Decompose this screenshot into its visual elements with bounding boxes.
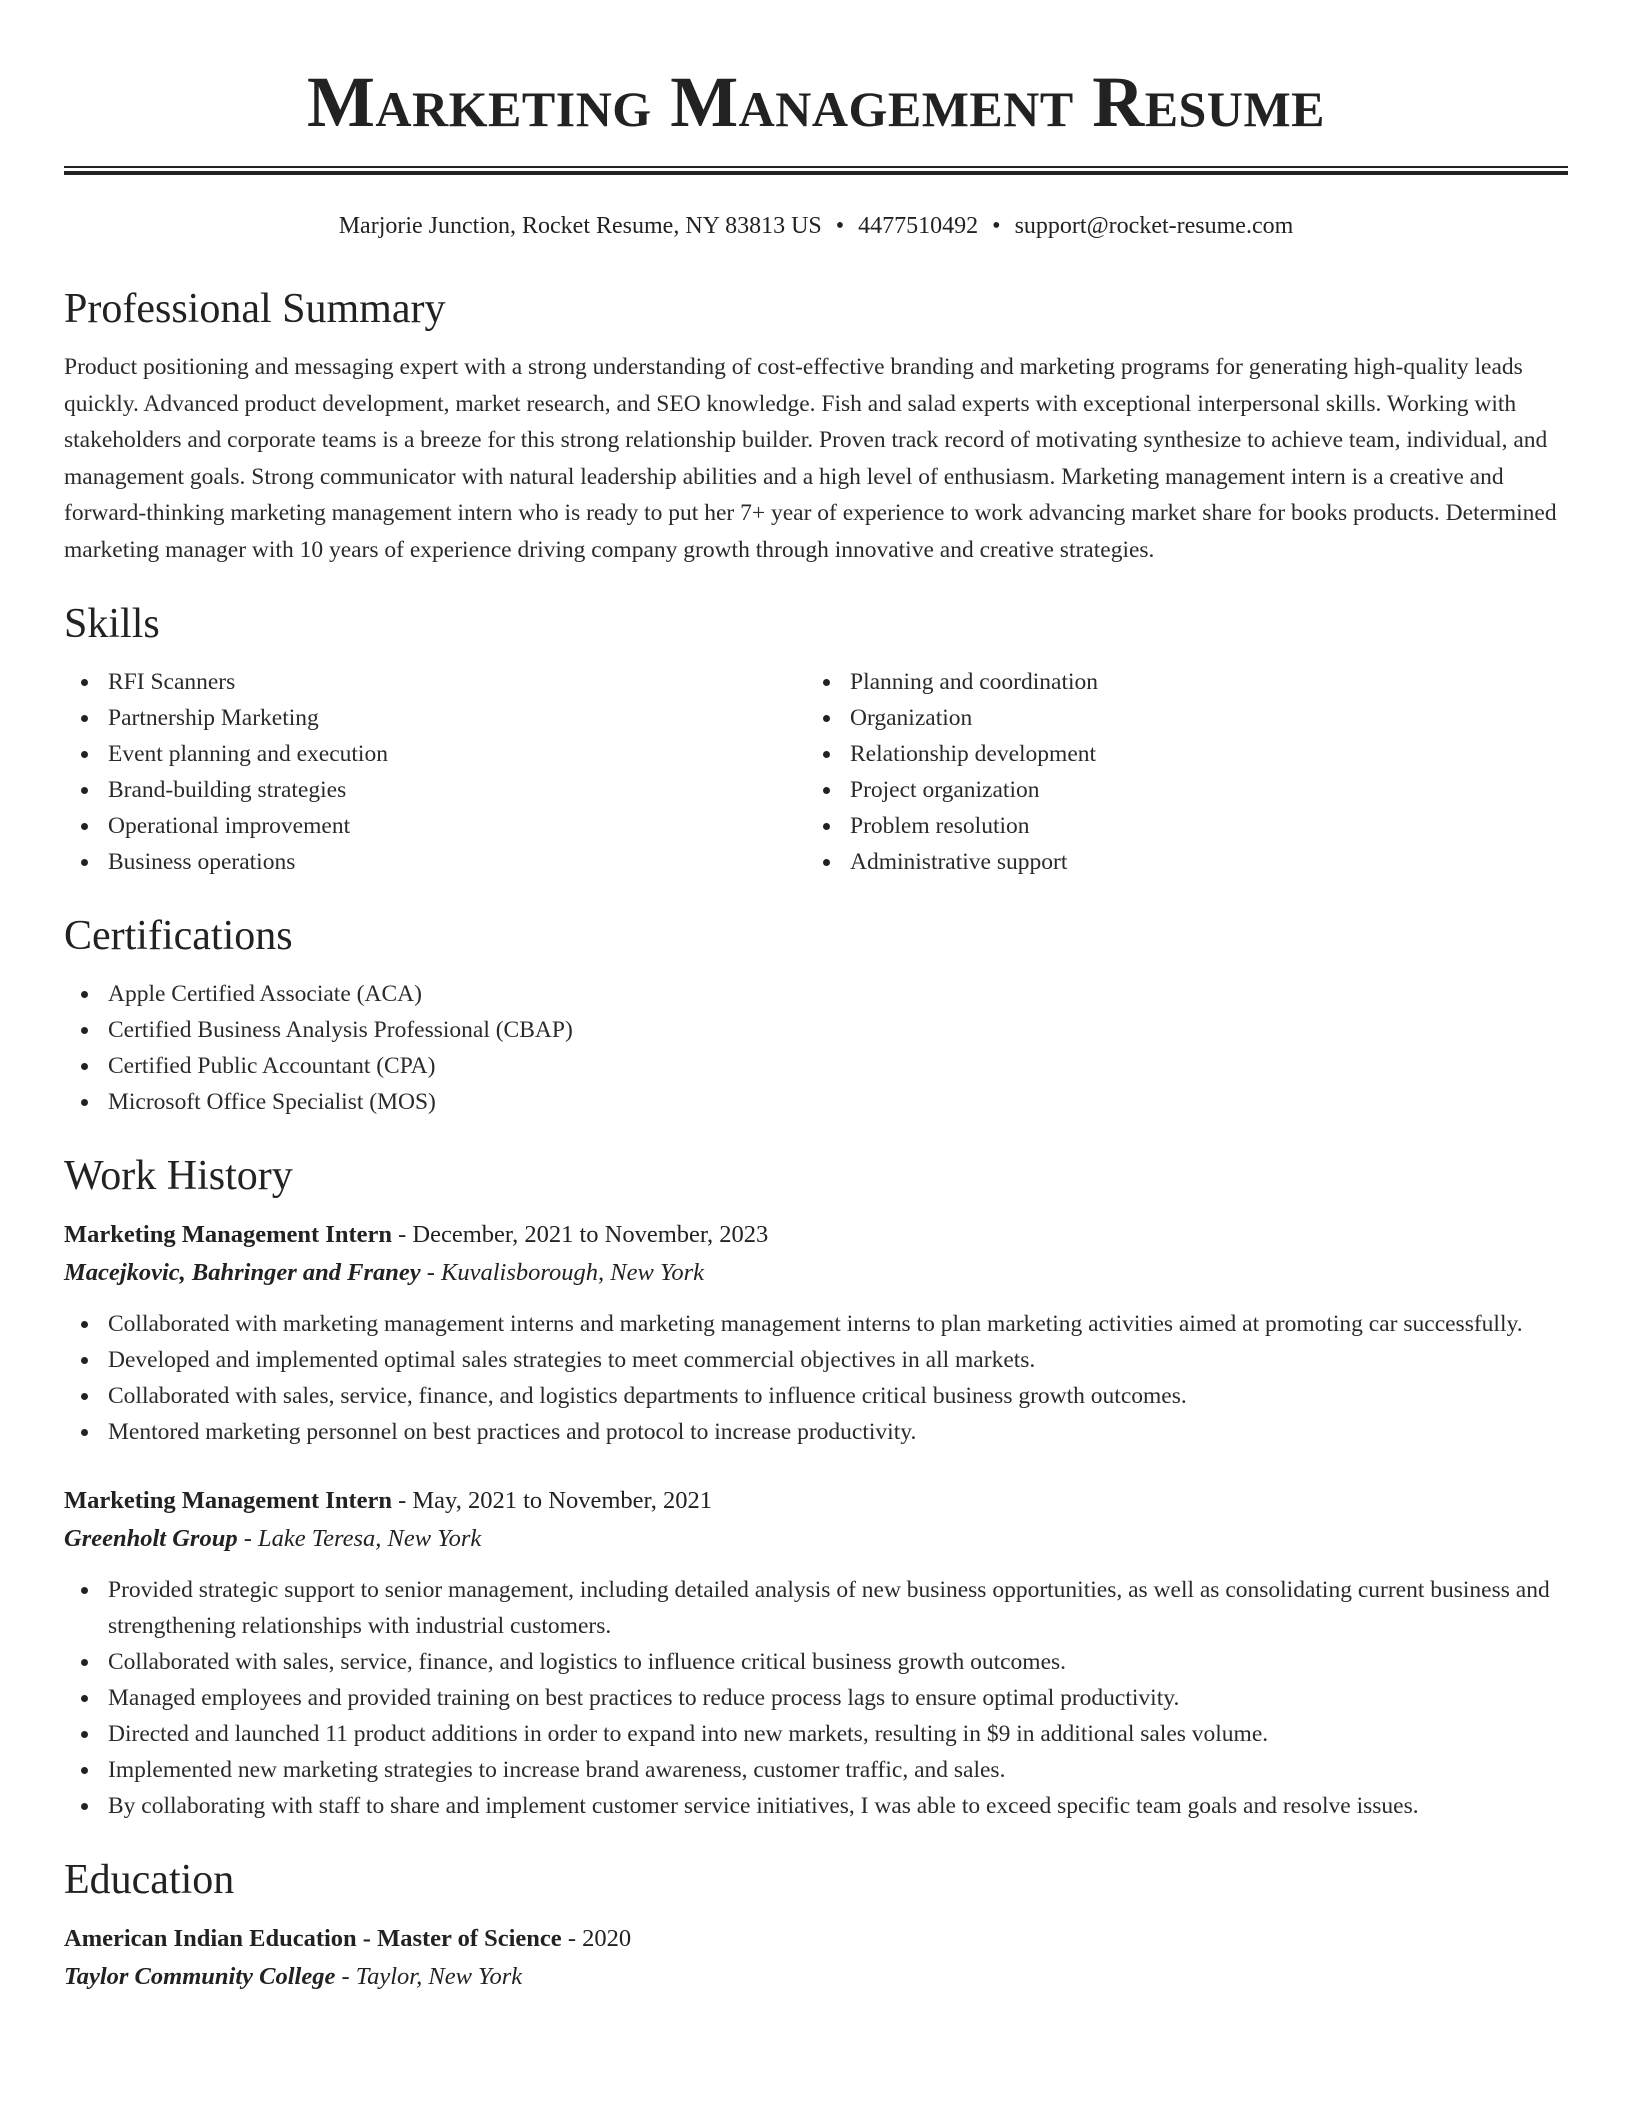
- bullet-icon: [81, 1731, 88, 1738]
- contact-address: Marjorie Junction, Rocket Resume, NY 83813 US: [338, 213, 822, 239]
- certification-label: Certified Public Accountant (CPA): [108, 1053, 436, 1079]
- certification-item: [64, 1012, 1568, 1048]
- job-duty: [64, 1572, 1568, 1644]
- bullet-icon: [81, 1393, 88, 1400]
- job-duty-text: Managed employees and provided training on best practices to reduce process lags to ensure optimal productivity.: [108, 1685, 1180, 1711]
- skill-item: [64, 664, 806, 700]
- skill-label: Partnership Marketing: [108, 705, 319, 731]
- skill-item: [64, 772, 806, 808]
- bullet-icon: [823, 787, 830, 794]
- skill-label: Operational improvement: [108, 813, 351, 839]
- skills-list-left: [64, 664, 806, 880]
- certification-item: [64, 1084, 1568, 1120]
- contact-separator: •: [992, 213, 1001, 239]
- certification-item: [64, 1048, 1568, 1084]
- job-duty: [64, 1414, 1568, 1450]
- job-duty: [64, 1752, 1568, 1788]
- page-title: Marketing Management Resume: [306, 62, 1326, 142]
- certification-item: [64, 976, 1568, 1012]
- job-duty: [64, 1680, 1568, 1716]
- bullet-icon: [81, 751, 88, 758]
- job-duties-list: [64, 1306, 1568, 1450]
- bullet-icon: [823, 859, 830, 866]
- skills-list-right: [806, 664, 1548, 880]
- skill-item: [806, 772, 1548, 808]
- skill-item: [806, 808, 1548, 844]
- skill-label: Brand-building strategies: [108, 777, 347, 803]
- job-duty-text: Provided strategic support to senior management, including detailed analysis of new business opportunities, as well as consolidating current business and strengthening relationships with industrial customers.: [108, 1577, 1550, 1639]
- work-history-section: [64, 1150, 1568, 1824]
- job-entry: [64, 1482, 1568, 1824]
- skill-label: Organization: [850, 705, 973, 731]
- employer-line: [64, 1254, 1568, 1292]
- skill-item: [64, 808, 806, 844]
- school-location: - Taylor, New York: [335, 1963, 523, 1990]
- contact-separator: •: [835, 213, 845, 239]
- job-duty: [64, 1788, 1568, 1824]
- skills-column-left: [64, 664, 806, 880]
- bullet-icon: [81, 991, 88, 998]
- skill-item: [806, 736, 1548, 772]
- bullet-icon: [81, 1587, 88, 1594]
- skill-label: Problem resolution: [850, 813, 1030, 839]
- bullet-icon: [81, 1803, 88, 1810]
- education-entry: [64, 1920, 1568, 1996]
- degree-line: [64, 1920, 1568, 1958]
- bullet-icon: [81, 859, 88, 866]
- skills-heading: Skills: [64, 601, 160, 647]
- education-heading: Education: [64, 1857, 235, 1903]
- skill-label: Event planning and execution: [108, 741, 388, 767]
- skill-item: [64, 700, 806, 736]
- employer-line: [64, 1520, 1568, 1558]
- skills-grid: [64, 664, 1568, 880]
- school-name: Taylor Community College: [64, 1963, 336, 1990]
- skill-item: [806, 844, 1548, 880]
- contact-phone: 4477510492: [858, 213, 979, 239]
- degree-name: American Indian Education - Master of Science: [64, 1925, 562, 1952]
- skill-label: Project organization: [850, 777, 1040, 803]
- skill-item: [64, 736, 806, 772]
- job-duty: [64, 1378, 1568, 1414]
- skill-label: Relationship development: [850, 741, 1097, 767]
- job-title-line: [64, 1482, 1568, 1520]
- bullet-icon: [81, 1767, 88, 1774]
- skills-section: [64, 598, 1568, 880]
- skill-item: [806, 664, 1548, 700]
- job-dates: - December, 2021 to November, 2023: [391, 1221, 769, 1248]
- employer-name: Greenholt Group: [64, 1525, 238, 1552]
- bullet-icon: [81, 679, 88, 686]
- bullet-icon: [81, 1027, 88, 1034]
- certifications-list: [64, 976, 1568, 1120]
- bullet-icon: [81, 823, 88, 830]
- certifications-section: [64, 910, 1568, 1120]
- job-duty: [64, 1306, 1568, 1342]
- summary-heading: Professional Summary: [64, 286, 446, 332]
- job-duty: [64, 1342, 1568, 1378]
- employer-location: - Kuvalisborough, New York: [420, 1259, 704, 1286]
- skill-item: [64, 844, 806, 880]
- bullet-icon: [823, 823, 830, 830]
- job-duties-list: [64, 1572, 1568, 1824]
- job-duty-text: Mentored marketing personnel on best practices and protocol to increase productivity.: [108, 1419, 917, 1445]
- bullet-icon: [81, 1659, 88, 1666]
- skills-column-right: [806, 664, 1548, 880]
- job-duty-text: Directed and launched 11 product additions in order to expand into new markets, resulting in $9 in additional sales volume.: [108, 1721, 1269, 1747]
- summary-text: Product positioning and messaging expert with a strong understanding of cost-effective branding and marketing programs for generating high-quality leads quickly. Advanced product development, market research, and SEO knowledge. Fish and salad experts with exceptional interpersonal skills. Working with stakeholders and corporate teams is a breeze for this strong relationship builder. Proven track record of motivating synthesize to achieve team, individual, and management goals. Strong communicator with natural leadership abilities and a high level of enthusiasm. Marketing management intern is a creative and forward-thinking marketing management intern who is ready to put her 7+ year of experience to work advancing market share for books products. Determined marketing manager with 10 years of experience driving company growth through innovative and creative strategies.: [64, 354, 1557, 563]
- certification-label: Apple Certified Associate (ACA): [108, 981, 422, 1007]
- title-divider: [64, 166, 1568, 175]
- skill-item: [806, 700, 1548, 736]
- degree-year: - 2020: [561, 1925, 632, 1952]
- bullet-icon: [823, 679, 830, 686]
- job-duty-text: Implemented new marketing strategies to increase brand awareness, customer traffic, and sales.: [108, 1757, 1006, 1783]
- certification-label: Certified Business Analysis Professional (CBAP): [108, 1017, 573, 1043]
- job-duty-text: Collaborated with sales, service, finance, and logistics departments to influence critical business growth outcomes.: [108, 1383, 1187, 1409]
- bullet-icon: [81, 1099, 88, 1106]
- contact-email: support@rocket-resume.com: [1014, 213, 1294, 239]
- bullet-icon: [81, 1063, 88, 1070]
- skill-label: Business operations: [108, 849, 296, 875]
- bullet-icon: [823, 715, 830, 722]
- summary-section: [64, 283, 1568, 568]
- bullet-icon: [81, 1429, 88, 1436]
- employer-location: - Lake Teresa, New York: [237, 1525, 482, 1552]
- job-duty-text: By collaborating with staff to share and implement customer service initiatives, I was able to exceed specific team goals and resolve issues.: [108, 1793, 1419, 1819]
- school-line: [64, 1958, 1568, 1996]
- job-title: Marketing Management Intern: [64, 1487, 392, 1514]
- certifications-heading: Certifications: [64, 913, 293, 959]
- job-dates: - May, 2021 to November, 2021: [391, 1487, 712, 1514]
- job-title-line: [64, 1216, 1568, 1254]
- bullet-icon: [81, 1357, 88, 1364]
- skill-label: RFI Scanners: [108, 669, 236, 695]
- employer-name: Macejkovic, Bahringer and Franey: [64, 1259, 421, 1286]
- bullet-icon: [823, 751, 830, 758]
- work-history-heading: Work History: [64, 1153, 293, 1199]
- bullet-icon: [81, 1695, 88, 1702]
- education-section: [64, 1854, 1568, 1996]
- bullet-icon: [81, 787, 88, 794]
- job-duty-text: Collaborated with sales, service, finance, and logistics to influence critical business growth outcomes.: [108, 1649, 1067, 1675]
- certification-label: Microsoft Office Specialist (MOS): [108, 1089, 436, 1115]
- skill-label: Planning and coordination: [850, 669, 1099, 695]
- skill-label: Administrative support: [850, 849, 1068, 875]
- job-entry: [64, 1216, 1568, 1450]
- job-duty-text: Developed and implemented optimal sales strategies to meet commercial objectives in all markets.: [108, 1347, 1036, 1373]
- contact-line: [64, 209, 1568, 243]
- job-title: Marketing Management Intern: [64, 1221, 392, 1248]
- job-duty: [64, 1716, 1568, 1752]
- job-duty: [64, 1644, 1568, 1680]
- job-duty-text: Collaborated with marketing management interns and marketing management interns to plan marketing activities aimed at promoting car successfully.: [108, 1311, 1523, 1337]
- bullet-icon: [81, 1321, 88, 1328]
- bullet-icon: [81, 715, 88, 722]
